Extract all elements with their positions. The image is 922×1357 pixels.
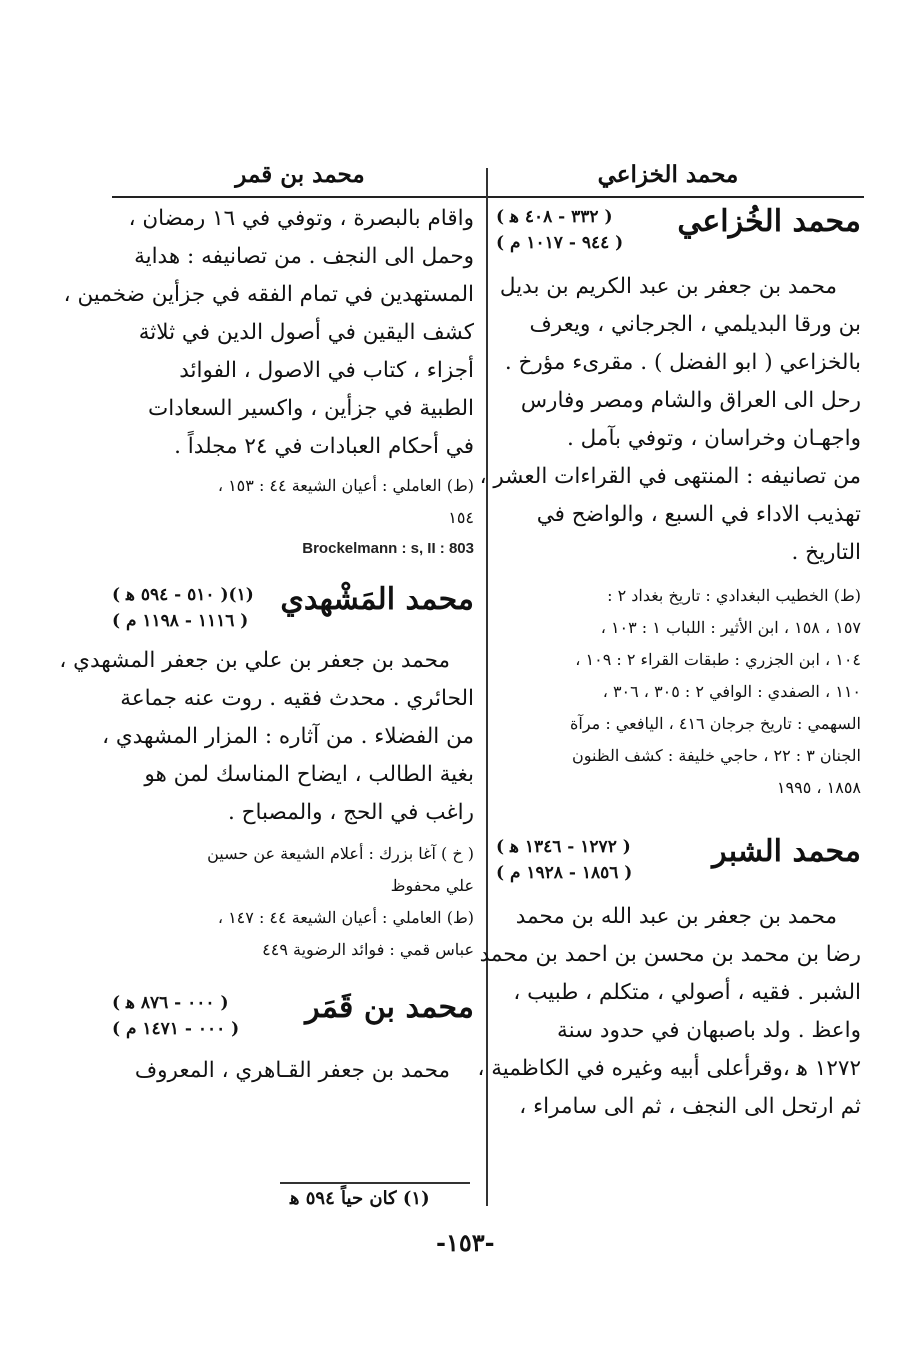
reference-line: ( خ ) آغا بزرك : أعلام الشيعة عن حسين xyxy=(207,844,474,863)
footnote-rule xyxy=(280,1182,470,1184)
reference-line: ١٥٤ xyxy=(448,508,474,527)
body-line: واجهـان وخراسان ، وتوفي بآمل . xyxy=(566,426,861,451)
body-line: محمد بن جعفر بن عبد الله بن محمد xyxy=(515,904,837,929)
body-line: بن ورقا البديلمي ، الجرجاني ، ويعرف xyxy=(529,312,861,337)
entry-body xyxy=(59,642,474,832)
reference-line: ١٥٧ ، ١٥٨ ، ابن الأثير : اللباب ١ : ١٠٣ ، xyxy=(600,618,861,637)
dates-hijri: (١)( ٥١٠ - ٥٩٤ ﻫ ) xyxy=(112,585,254,605)
entry-name: محمد الخُزاعي xyxy=(677,204,861,239)
entry-references xyxy=(112,838,474,966)
body-line: كشف اليقين في أصول الدين في ثلاثة xyxy=(138,320,474,345)
reference-line: (ط) الخطيب البغدادي : تاريخ بغداد ٢ : xyxy=(607,586,861,605)
entry-dates xyxy=(496,204,623,256)
reference-line: ١٠٤ ، ابن الجزري : طبقات القراء ٢ : ١٠٩ ، xyxy=(575,650,861,669)
entry-name: محمد المَشْهدي xyxy=(280,582,474,617)
page-number: -١٥٣- xyxy=(436,1228,495,1257)
body-line: ١٢٧٢ ﻫ ،وقرأعلى أبيه وغيره في الكاظمية ، xyxy=(477,1056,861,1081)
body-line: أجزاء ، كتاب في الاصول ، الفوائد xyxy=(179,358,474,383)
entry-heading xyxy=(496,200,861,260)
entry-body-continuation xyxy=(63,200,474,466)
running-head-left: محمد بن قمر xyxy=(235,161,365,188)
body-line: المستهدين في تمام الفقه في جزأين ضخمين ، xyxy=(63,282,474,307)
latin-reference: Brockelmann : s, II : 803 xyxy=(302,540,474,557)
dates-hijri: ( ٠٠٠ - ٨٧٦ ﻫ ) xyxy=(112,993,229,1013)
body-line: بالخزاعي ( ابو الفضل ) . مقرىء مؤرخ . xyxy=(504,350,861,375)
entry-body xyxy=(112,1052,474,1090)
body-line: الحائري . محدث فقيه . روت عنه جماعة xyxy=(120,686,474,711)
entry-heading xyxy=(112,986,474,1046)
dates-gregorian: ( ١١١٦ - ١١٩٨ م ) xyxy=(112,611,249,631)
entry-heading xyxy=(112,578,474,638)
body-line: واقام بالبصرة ، وتوفي في ١٦ رمضان ، xyxy=(128,206,474,231)
reference-line: ١١٠ ، الصفدي : الوافي ٢ : ٣٠٥ ، ٣٠٦ ، xyxy=(602,682,861,701)
body-line: في أحكام العبادات في ٢٤ مجلداً . xyxy=(174,434,474,459)
running-head-right: محمد الخزاعي xyxy=(597,161,739,188)
body-line: محمد بن جعفر القـاهري ، المعروف xyxy=(134,1058,450,1083)
body-line: التاريخ . xyxy=(791,540,861,565)
dates-hijri: ( ١٢٧٢ - ١٣٤٦ ﻫ ) xyxy=(496,837,631,857)
entry-references xyxy=(496,580,861,804)
reference-line: علي محفوظ xyxy=(390,876,474,895)
body-line: راغب في الحج ، والمصباح . xyxy=(227,800,474,825)
entry-dates xyxy=(112,990,239,1042)
dates-gregorian: ( ٩٤٤ - ١٠١٧ م ) xyxy=(496,233,624,253)
entry-heading xyxy=(496,830,861,890)
reference-line: (ط) العاملي : أعيان الشيعة ٤٤ : ١٤٧ ، xyxy=(217,908,474,927)
body-line: الطبية في جزأين ، واكسير السعادات xyxy=(148,396,474,421)
reference-line: السهمي : تاريخ جرجان ٤١٦ ، اليافعي : مرآة xyxy=(570,714,861,733)
dates-gregorian: ( ١٨٥٦ - ١٩٢٨ م ) xyxy=(496,863,633,883)
body-line: وحمل الى النجف . من تصانيفه : هداية xyxy=(134,244,474,269)
entry-name: محمد بن قَمَر xyxy=(305,990,474,1025)
body-line: بغية الطالب ، ايضاح المناسك لمن هو xyxy=(144,762,474,787)
body-line: من الفضلاء . من آثاره : المزار المشهدي ، xyxy=(102,724,474,749)
reference-line: (ط) العاملي : أعيان الشيعة ٤٤ : ١٥٣ ، xyxy=(217,476,474,495)
left-column xyxy=(59,200,474,1090)
entry-references xyxy=(112,470,474,534)
body-line: محمد بن جعفر بن عبد الكريم بن بديل xyxy=(499,274,837,299)
reference-line: عباس قمي : فوائد الرضوية ٤٤٩ xyxy=(262,940,474,959)
body-line: تهذيب الاداء في السبع ، والواضح في xyxy=(536,502,861,527)
entry-body xyxy=(477,898,861,1126)
body-line: محمد بن جعفر بن علي بن جعفر المشهدي ، xyxy=(59,648,450,673)
right-column xyxy=(477,200,861,1126)
footnote: (١) كان حياً ٥٩٤ ﻫ xyxy=(290,1188,430,1209)
body-line: واعظ . ولد باصبهان في حدود سنة xyxy=(557,1018,861,1043)
dates-gregorian: ( ٠٠٠ - ١٤٧١ م ) xyxy=(112,1019,240,1039)
reference-line: ١٨٥٨ ، ١٩٩٥ xyxy=(776,778,861,797)
entry-body xyxy=(479,268,861,572)
body-line: الشبر . فقيه ، أصولي ، متكلم ، طبيب ، xyxy=(513,980,861,1005)
dates-hijri: ( ٣٣٢ - ٤٠٨ ﻫ ) xyxy=(496,207,613,227)
entry-name: محمد الشبر xyxy=(712,834,861,869)
body-line: من تصانيفه : المنتهى في القراءات العشر ، xyxy=(479,464,861,489)
header-rule xyxy=(112,196,864,198)
reference-line: الجنان ٣ : ٢٢ ، حاجي خليفة : كشف الظنون xyxy=(571,746,861,765)
body-line: رضا بن محمد بن محسن بن احمد بن محمد xyxy=(479,942,861,967)
entry-dates xyxy=(112,582,254,634)
body-line: ثم ارتحل الى النجف ، ثم الى سامراء ، xyxy=(519,1094,861,1119)
body-line: رحل الى العراق والشام ومصر وفارس xyxy=(520,388,861,413)
entry-dates xyxy=(496,834,632,886)
